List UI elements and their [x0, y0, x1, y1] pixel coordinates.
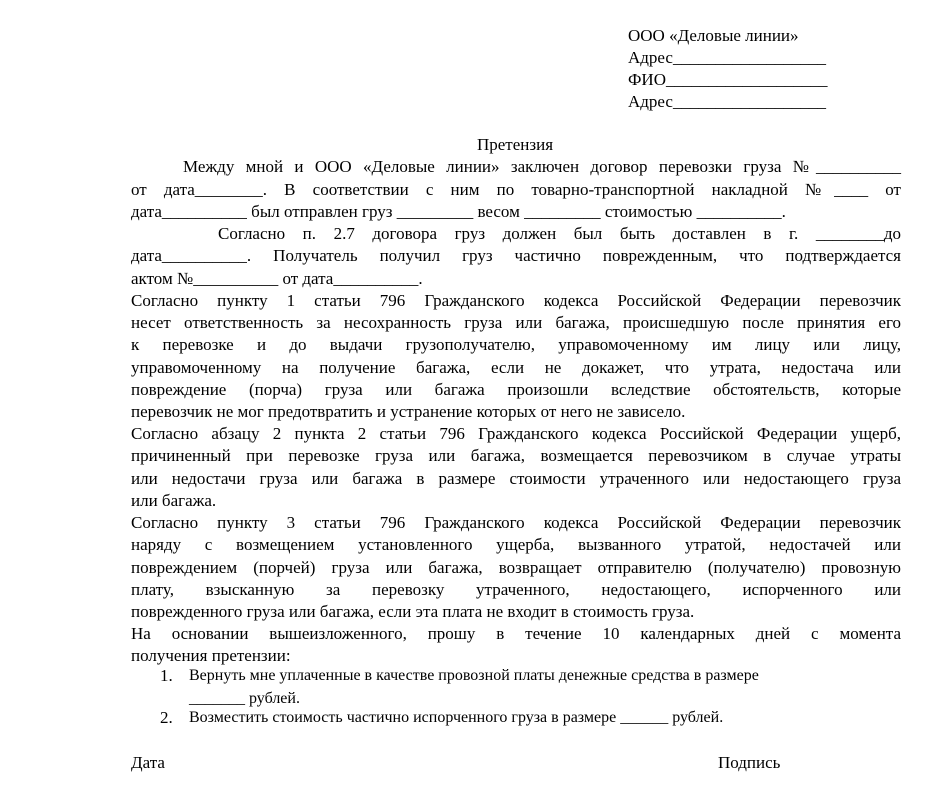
- para1-line2: от дата________. В соответствии с ним по товарно-транспортной накладной №____ от: [131, 180, 901, 199]
- para4-line1: Согласно абзацу 2 пункта 2 статьи 796 Гражданского кодекса Российской Федерации ущерб,: [131, 424, 901, 443]
- para3-line2: несет ответственность за несохранность груза или багажа, происшедшую после принятия его: [131, 313, 901, 332]
- list-item-1-line2: _______ рублей.: [189, 690, 300, 707]
- para1-line3: дата__________ был отправлен груз _________ весом _________ стоимостью __________.: [131, 202, 786, 221]
- para6-line1: На основании вышеизложенного, прошу в течение 10 календарных дней с момента: [131, 624, 901, 643]
- para5-line5: поврежденного груза или багажа, если эта плата не входит в стоимость груза.: [131, 602, 695, 621]
- para3-line4: управомоченному на получение багажа, если не докажет, что утрата, недостача или: [131, 358, 901, 377]
- document-title: Претензия: [476, 135, 554, 154]
- list-item-2-number: 2.: [160, 708, 173, 727]
- para4-line3: или недостачи груза или багажа в размере стоимости утраченного или недостающего груза: [131, 469, 901, 488]
- list-item-1-line1: Вернуть мне уплаченные в качестве провозной платы денежные средства в размере: [189, 667, 759, 684]
- para4-line2: причиненный при перевозке груза или багажа, возмещается перевозчиком в случае утраты: [131, 446, 901, 465]
- signature-label: Подпись: [718, 753, 781, 772]
- para2-line3: актом №__________ от дата__________.: [131, 269, 423, 288]
- para5-line4: плату, взысканную за перевозку утраченного, недостающего, испорченного или: [131, 580, 901, 599]
- para5-line3: повреждением (порчей) груза или багажа, возвращает отправителю (получателю) провозную: [131, 558, 901, 577]
- list-item-2-line1: Возместить стоимость частично испорченного груза в размере ______ рублей.: [189, 709, 724, 726]
- recipient-company: ООО «Деловые линии»: [628, 26, 799, 45]
- para2-line2: дата__________. Получатель получил груз частично поврежденным, что подтверждается: [131, 246, 901, 265]
- sender-fio-line: ФИО___________________: [628, 70, 828, 89]
- list-item-1-number: 1.: [160, 666, 173, 685]
- para6-line2: получения претензии:: [131, 646, 291, 665]
- para5-line2: наряду с возмещением установленного ущерба, вызванного утратой, недостачей или: [131, 535, 901, 554]
- para3-line3: к перевозке и до выдачи грузополучателю, управомоченному им лицу или лицу,: [131, 335, 901, 354]
- para5-line1: Согласно пункту 3 статьи 796 Гражданского кодекса Российской Федерации перевозчик: [131, 513, 901, 532]
- para1-line1: Между мной и ООО «Деловые линии» заключен договор перевозки груза №__________: [183, 157, 901, 176]
- para3-line6: перевозчик не мог предотвратить и устранение которых от него не зависело.: [131, 402, 686, 421]
- recipient-address-line: Адрес__________________: [628, 48, 826, 67]
- date-label: Дата: [131, 753, 165, 772]
- para3-line1: Согласно пункту 1 статьи 796 Гражданского кодекса Российской Федерации перевозчик: [131, 291, 901, 310]
- sender-address-line: Адрес__________________: [628, 92, 826, 111]
- para4-line4: или багажа.: [131, 491, 217, 510]
- para3-line5: повреждение (порча) груза или багажа произошли вследствие обстоятельств, которые: [131, 380, 901, 399]
- para2-line1: Согласно п. 2.7 договора груз должен был быть доставлен в г. ________до: [218, 224, 901, 243]
